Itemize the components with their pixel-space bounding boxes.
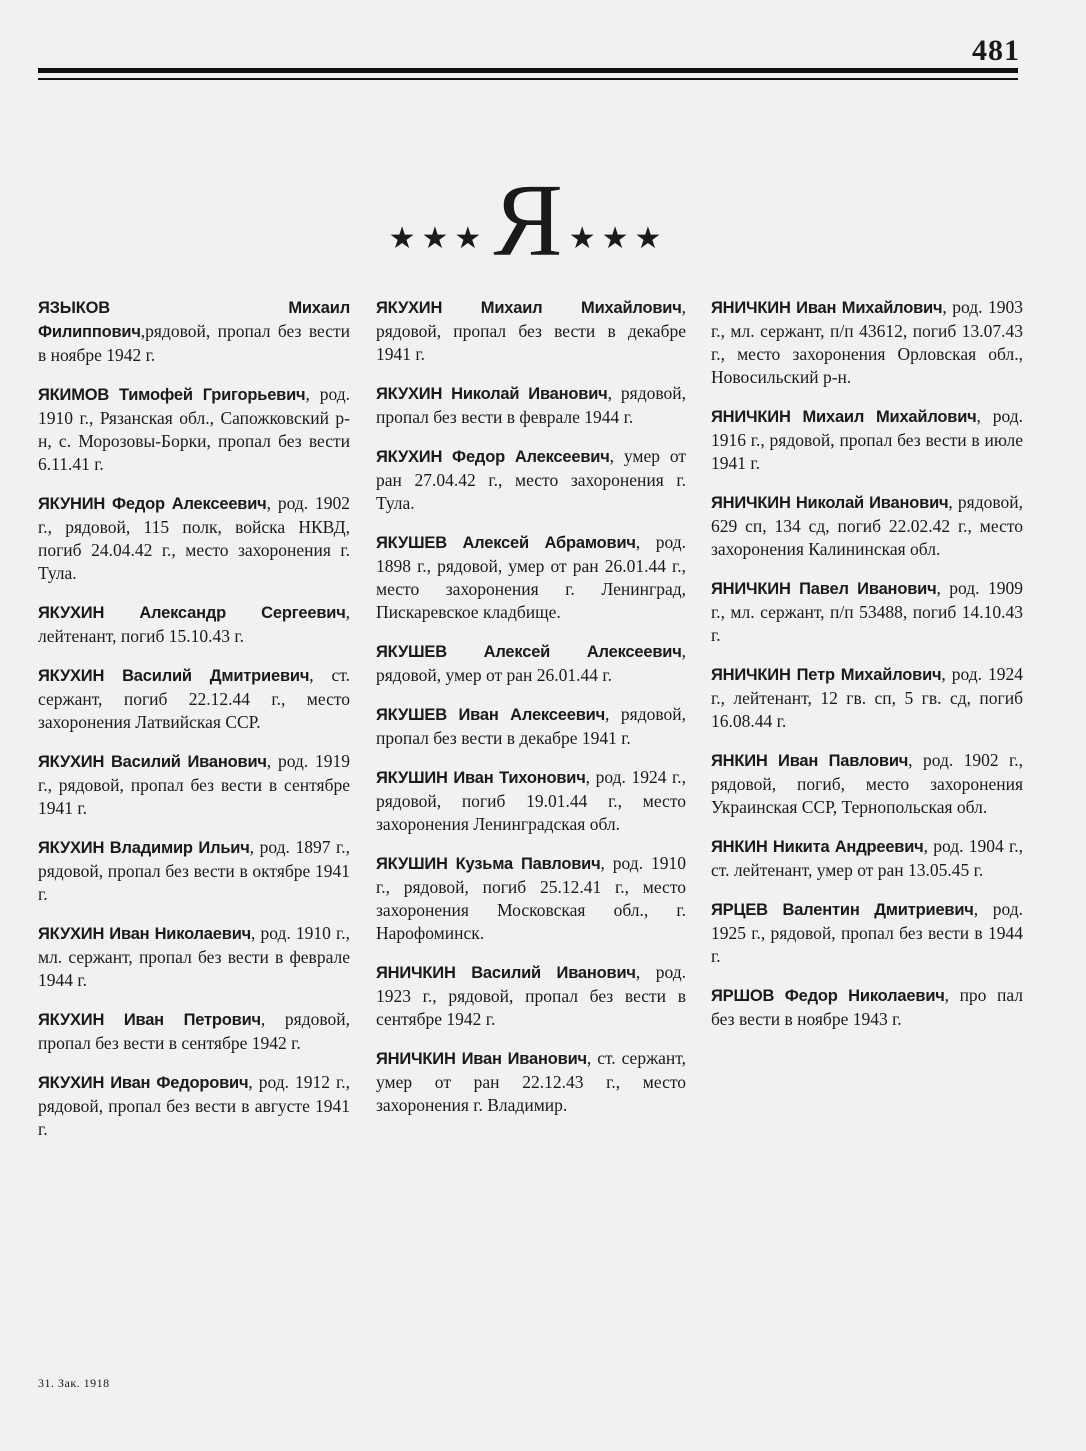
list-item: [38, 383, 350, 476]
stars-left: ★★★: [388, 222, 488, 255]
person-details: , род. 1903 г., мл. сержант, п/п 43612, погиб 13.07.43 г., место захоронения Орловская обл., Новосильский р-н.: [711, 297, 1023, 387]
person-details: , рядовой, пропал без вести в декабре 1941 г.: [376, 704, 686, 748]
person-name: ЯКУШЕВ Иван Алексеевич: [376, 706, 605, 724]
list-item: [376, 296, 686, 366]
person-name: ЯКИМОВ Тимофей Григорьевич: [38, 386, 306, 404]
list-item: [38, 492, 350, 585]
section-heading: [378, 163, 678, 279]
list-item: [711, 663, 1023, 733]
person-name: ЯКУХИН Федор Алексеевич: [376, 448, 610, 466]
person-name: ЯКУХИН Иван Петрович: [38, 1011, 261, 1029]
person-details: , умер от ран 27.04.42 г., место захоронения г. Тула.: [376, 446, 687, 513]
printer-signature: 31. Зак. 1918: [38, 1376, 110, 1390]
person-details: , род. 1910 г., Рязанская обл., Сапожковский р-н, с. Морозовы-Борки, пропал без вести 6.11.41 г.: [38, 384, 350, 474]
list-item: [711, 984, 1023, 1031]
person-name: ЯКУХИН Александр Сергеевич: [38, 604, 346, 622]
list-item: [38, 601, 350, 648]
person-details: , рядовой, пропал без вести в сентябре 1942 г.: [38, 1009, 350, 1053]
list-item: [38, 922, 350, 992]
list-item: [711, 405, 1023, 475]
list-item: [38, 1008, 350, 1055]
person-details: , род. 1910 г., мл. сержант, пропал без вести в феврале 1944 г.: [38, 923, 350, 990]
list-item: [376, 961, 686, 1031]
person-name: ЯКУШИН Иван Тихонович: [376, 769, 586, 787]
person-details: , рядовой, пропал без вести в декабре 1941 г.: [376, 297, 686, 364]
list-item: [711, 749, 1023, 819]
list-item: [376, 766, 686, 836]
person-details: , род. 1912 г., рядовой, пропал без вести в августе 1941 г.: [38, 1072, 350, 1139]
person-name: ЯКУХИН Иван Федорович: [38, 1074, 249, 1092]
header-rule-thin: [38, 78, 1018, 80]
person-name: ЯКУХИН Николай Иванович: [376, 385, 608, 403]
person-name: ЯНИЧКИН Павел Иванович: [711, 580, 937, 598]
person-details: , род. 1924 г., рядовой, погиб 19.01.44 г., место захоронения Ленинградская обл.: [376, 767, 686, 834]
list-item: [38, 296, 350, 367]
person-details: , род. 1923 г., рядовой, пропал без вести в сентябре 1942 г.: [376, 962, 686, 1029]
person-name: ЯРШОВ Федор Николаевич: [711, 987, 945, 1005]
list-item: [376, 382, 686, 429]
list-item: [38, 1071, 350, 1141]
person-details: , род. 1916 г., рядовой, пропал без вести в июле 1941 г.: [711, 406, 1023, 473]
list-item: [711, 296, 1023, 389]
column-3: [711, 296, 1023, 1047]
person-name: ЯНИЧКИН Михаил Михайлович: [711, 408, 977, 426]
person-name: ЯКУХИН Василий Дмитриевич: [38, 667, 310, 685]
list-item: [38, 836, 350, 906]
person-name: ЯНИЧКИН Иван Михайлович: [711, 299, 943, 317]
list-item: [376, 445, 686, 515]
person-name: ЯНКИН Иван Павлович: [711, 752, 909, 770]
header-rule-thick: [38, 68, 1018, 73]
person-name: ЯНИЧКИН Петр Михайлович: [711, 666, 942, 684]
person-details: , ст. сержант, умер от ран 22.12.43 г., место захоронения г. Владимир.: [376, 1048, 686, 1115]
person-details: ,рядовой, пропал без вести в ноябре 1942 г.: [38, 321, 350, 365]
list-item: [711, 577, 1023, 647]
person-name: ЯНИЧКИН Василий Иванович: [376, 964, 636, 982]
person-details: , род. 1897 г., рядовой, пропал без вести в октябре 1941 г.: [38, 837, 351, 904]
person-name: ЯКУХИН Владимир Ильич: [38, 839, 250, 857]
list-item: [711, 835, 1023, 882]
person-name: ЯНКИН Никита Андреевич: [711, 838, 924, 856]
column-2: [376, 296, 686, 1133]
list-item: [376, 531, 686, 624]
list-item: [711, 491, 1023, 561]
person-details: , род. 1910 г., рядовой, погиб 25.12.41 г., место захоронения Московская обл., г. Нарофоминск.: [376, 853, 686, 943]
page-number: 481: [972, 34, 1020, 67]
list-item: [711, 898, 1023, 968]
person-details: , лейтенант, погиб 15.10.43 г.: [38, 602, 350, 646]
person-name: ЯНИЧКИН Иван Иванович: [376, 1050, 587, 1068]
section-letter: Я: [493, 163, 563, 279]
person-details: , род. 1902 г., рядовой, погиб, место захоронения Украинская ССР, Тернопольская обл.: [711, 750, 1024, 817]
person-name: ЯНИЧКИН Николай Иванович: [711, 494, 949, 512]
person-name: ЯКУШЕВ Алексей Алексеевич: [376, 643, 682, 661]
list-item: [376, 1047, 686, 1117]
person-details: , про пал без вести в ноябре 1943 г.: [711, 985, 1023, 1029]
person-details: , род. 1925 г., рядовой, пропал без вести в 1944 г.: [711, 899, 1023, 966]
person-details: , рядовой, пропал без вести в феврале 1944 г.: [376, 383, 686, 427]
list-item: [38, 750, 350, 820]
person-details: , рядовой, умер от ран 26.01.44 г.: [376, 641, 686, 685]
person-name: ЯЗЫКОВ Михаил Филиппович: [38, 299, 350, 341]
list-item: [376, 640, 686, 687]
person-details: , род. 1898 г., рядовой, умер от ран 26.01.44 г., место захоронения г. Ленинград, Пискаревское кладбище.: [376, 532, 686, 622]
person-name: ЯКУХИН Иван Николаевич: [38, 925, 252, 943]
person-details: , род. 1919 г., рядовой, пропал без вести в сентябре 1941 г.: [38, 751, 350, 818]
person-details: , род. 1909 г., мл. сержант, п/п 53488, погиб 14.10.43 г.: [711, 578, 1023, 645]
person-name: ЯРЦЕВ Валентин Дмитриевич: [711, 901, 974, 919]
person-details: , рядовой, 629 сп, 134 сд, погиб 22.02.42 г., место захоронения Калининская обл.: [711, 492, 1023, 559]
person-details: , ст. сержант, погиб 22.12.44 г., место захоронения Латвийская ССР.: [38, 665, 351, 732]
person-details: , род. 1924 г., лейтенант, 12 гв. сп, 5 гв. сд, погиб 16.08.44 г.: [711, 664, 1023, 731]
list-item: [38, 664, 350, 734]
person-name: ЯКУХИН Михаил Михайлович: [376, 299, 682, 317]
person-name: ЯКУХИН Василий Иванович: [38, 753, 267, 771]
person-details: , род. 1904 г., ст. лейтенант, умер от ран 13.05.45 г.: [711, 836, 1023, 880]
person-name: ЯКУШЕВ Алексей Абрамович: [376, 534, 636, 552]
person-name: ЯКУНИН Федор Алексеевич: [38, 495, 267, 513]
person-details: , род. 1902 г., рядовой, 115 полк, войска НКВД, погиб 24.04.42 г., место захоронения г. Тула.: [38, 493, 350, 583]
column-1: [38, 296, 350, 1157]
list-item: [376, 703, 686, 750]
person-name: ЯКУШИН Кузьма Павлович: [376, 855, 601, 873]
list-item: [376, 852, 686, 945]
stars-right: ★★★: [568, 222, 668, 255]
